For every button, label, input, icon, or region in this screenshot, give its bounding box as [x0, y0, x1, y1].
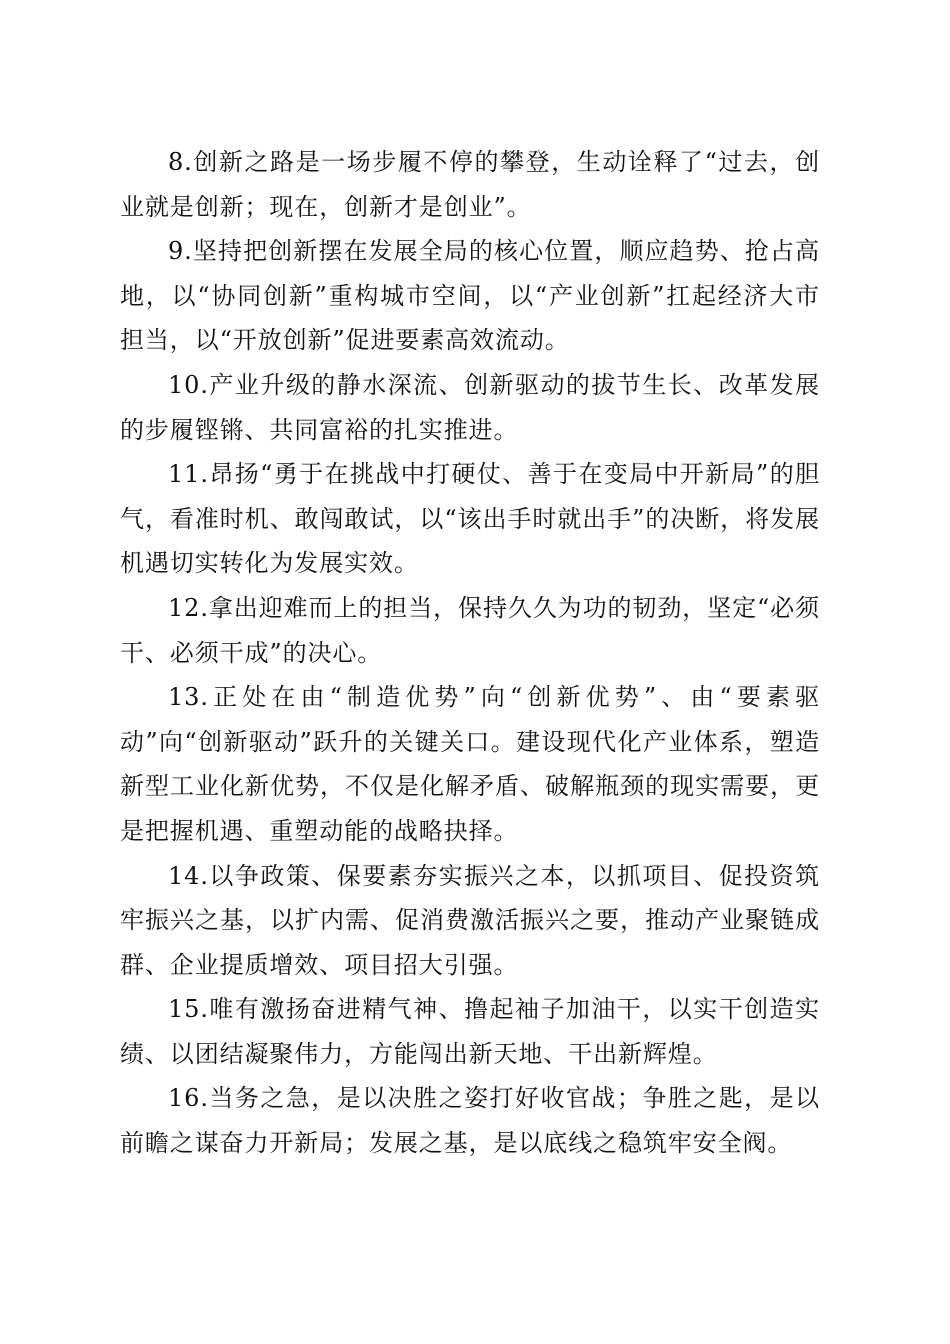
paragraph-9: 9.坚持把创新摆在发展全局的核心位置，顺应趋势、抢占高地，以“协同创新”重构城市空间，以“产业创新”扛起经济大市担当，以“开放创新”促进要素高效流动。 [120, 237, 820, 355]
paragraph-14: 14.以争政策、保要素夯实振兴之本，以抓项目、促投资筑牢振兴之基，以扩内需、促消费激活振兴之要，推动产业聚链成群、企业提质增效、项目招大引强。 [120, 861, 820, 979]
paragraph-8: 8.创新之路是一场步履不停的攀登，生动诠释了“过去，创业就是创新；现在，创新才是创业”。 [120, 148, 820, 221]
paragraph-12: 12.拿出迎难而上的担当，保持久久为功的韧劲，坚定“必须干、必须干成”的决心。 [120, 593, 820, 667]
document-body [120, 140, 820, 1166]
paragraph-15: 15.唯有激扬奋进精气神、撸起袖子加油干，以实干创造实绩、以团结凝聚伟力，方能闯出新天地、干出新辉煌。 [120, 995, 820, 1068]
paragraph-11: 11.昂扬“勇于在挑战中打硬仗、善于在变局中开新局”的胆气，看准时机、敢闯敢试，以“该出手时就出手”的决断，将发展机遇切实转化为发展实效。 [120, 460, 820, 578]
paragraph-10: 10.产业升级的静水深流、创新驱动的拔节生长、改革发展的步履铿锵、共同富裕的扎实推进。 [120, 370, 820, 444]
paragraph-13: 13.正处在由“制造优势”向“创新优势”、由“要素驱动”向“创新驱动”跃升的关键关口。建设现代化产业体系，塑造新型工业化新优势，不仅是化解矛盾、破解瓶颈的现实需要，更是把握机遇、重塑动能的战略抉择。 [120, 683, 820, 845]
paragraph-16: 16.当务之急，是以决胜之姿打好收官战；争胜之匙，是以前瞻之谋奋力开新局；发展之基，是以底线之稳筑牢安全阀。 [120, 1084, 820, 1158]
